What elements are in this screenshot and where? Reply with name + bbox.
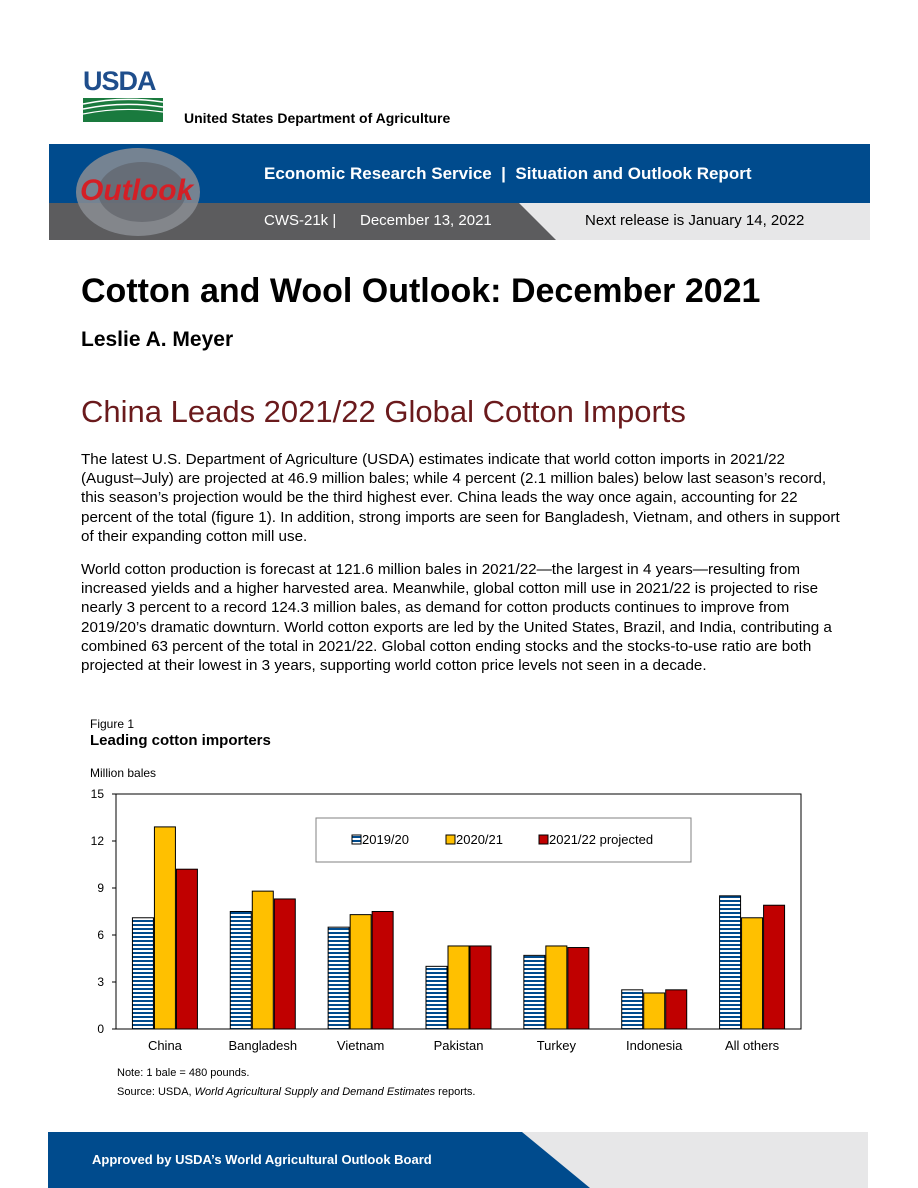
x-tick-label: Pakistan	[433, 1038, 484, 1053]
y-tick-label: 9	[97, 881, 104, 895]
legend-swatch	[539, 835, 548, 844]
outlook-badge-text: Outlook	[80, 174, 194, 207]
document-title: Cotton and Wool Outlook: December 2021	[81, 272, 761, 310]
usda-logo-text: USDA	[83, 66, 156, 96]
y-axis-ticks	[91, 787, 116, 1036]
bar-2020-21-indonesia	[644, 993, 665, 1029]
legend-swatch	[352, 835, 361, 844]
document-author: Leslie A. Meyer	[81, 328, 234, 351]
bar-2021-22-projected-pakistan	[470, 946, 491, 1029]
y-tick-label: 6	[97, 928, 104, 942]
figure-source-title: World Agricultural Supply and Demand Estimates	[194, 1086, 436, 1098]
body-paragraph-2: World cotton production is forecast at 121.6 million bales in 2021/22—the largest in 4 years—resulting from increased yields and a higher harvested area. Meanwhile, global cotton mill use in 2021/22 is projected to rise nearly 3 percent to a record 124.3 million bales, as demand for cotton products continues to improve from 2019/20’s dramatic downturn. World cotton exports are led by the United States, Brazil, and India, contributing a combined 63 percent of the total in 2021/22. Global cotton ending stocks and the stocks-to-use ratio are both projected at their lowest in 3 years, supporting world cotton price levels not seen in a decade.	[81, 561, 832, 675]
bar-2020-21-turkey	[546, 946, 567, 1029]
figure-label: Figure 1	[90, 717, 135, 731]
legend-label: 2021/22 projected	[549, 832, 654, 847]
chart-legend	[316, 818, 691, 862]
bar-2021-22-projected-all-others	[764, 905, 785, 1029]
bar-2020-21-pakistan	[448, 946, 469, 1029]
outlook-badge	[70, 142, 220, 242]
body-paragraph-1: The latest U.S. Department of Agriculture (USDA) estimates indicate that world cotton imports in 2021/22 (August–July) are projected at 46.9 million bales; while 4 percent (2.1 million bales) below last season’s record, this season’s projection would be the third highest ever. China leads the way once again, accounting for 22 percent of the total (figure 1). In addition, strong imports are seen for Bangladesh, Vietnam, and others in support of their expanding cotton mill use.	[81, 451, 840, 545]
x-tick-label: Turkey	[536, 1038, 576, 1053]
bar-2021-22-projected-indonesia	[666, 990, 687, 1029]
x-tick-label: Indonesia	[626, 1038, 683, 1053]
figure-source	[117, 1086, 475, 1098]
x-tick-label: Vietnam	[336, 1038, 385, 1053]
bar-2021-22-projected-bangladesh	[274, 899, 295, 1029]
bar-2021-22-projected-turkey	[568, 948, 589, 1029]
bar-2019-20-pakistan	[426, 966, 447, 1029]
bar-2019-20-all-others	[720, 896, 741, 1029]
figure-title: Leading cotton importers	[90, 732, 271, 749]
footer-text: Approved by USDA’s World Agricultural Outlook Board	[92, 1152, 432, 1167]
legend-label: 2019/20	[362, 832, 409, 847]
bar-2021-22-projected-vietnam	[372, 912, 393, 1030]
figure-source-prefix: Source: USDA,	[117, 1086, 195, 1098]
next-release-date: Next release is January 14, 2022	[585, 212, 805, 229]
figure-note: Note: 1 bale = 480 pounds.	[117, 1067, 250, 1079]
agency-name: United States Department of Agriculture	[184, 110, 451, 126]
bar-2019-20-turkey	[524, 955, 545, 1029]
x-tick-label: Bangladesh	[228, 1038, 298, 1053]
bar-2020-21-bangladesh	[252, 891, 273, 1029]
bar-2019-20-vietnam	[328, 927, 349, 1029]
y-tick-label: 12	[90, 834, 104, 848]
y-tick-label: 0	[97, 1022, 104, 1036]
y-tick-label: 3	[97, 975, 104, 989]
bar-chart	[80, 760, 820, 1060]
bar-2019-20-indonesia	[622, 990, 643, 1029]
bar-2021-22-projected-china	[176, 869, 197, 1029]
figure-source-suffix: reports.	[435, 1086, 476, 1098]
legend-swatch	[446, 835, 455, 844]
legend-label: 2020/21	[456, 832, 503, 847]
section-title: China Leads 2021/22 Global Cotton Imports	[81, 394, 686, 429]
bar-2020-21-vietnam	[350, 915, 371, 1029]
usda-logo-field-graphic	[83, 98, 163, 122]
bar-2019-20-bangladesh	[230, 912, 251, 1030]
usda-logo	[83, 68, 163, 124]
report-id: CWS-21k |	[264, 212, 337, 229]
x-axis-labels	[148, 1038, 780, 1053]
x-tick-label: China	[147, 1038, 182, 1053]
bar-2019-20-china	[132, 918, 153, 1029]
x-tick-label: All others	[724, 1038, 780, 1053]
y-axis-label: Million bales	[90, 766, 157, 780]
banner-title: Economic Research Service | Situation and Outlook Report	[264, 164, 752, 183]
y-tick-label: 15	[90, 787, 104, 801]
bar-2020-21-china	[154, 827, 175, 1029]
bar-2020-21-all-others	[742, 918, 763, 1029]
report-date: December 13, 2021	[360, 212, 492, 229]
